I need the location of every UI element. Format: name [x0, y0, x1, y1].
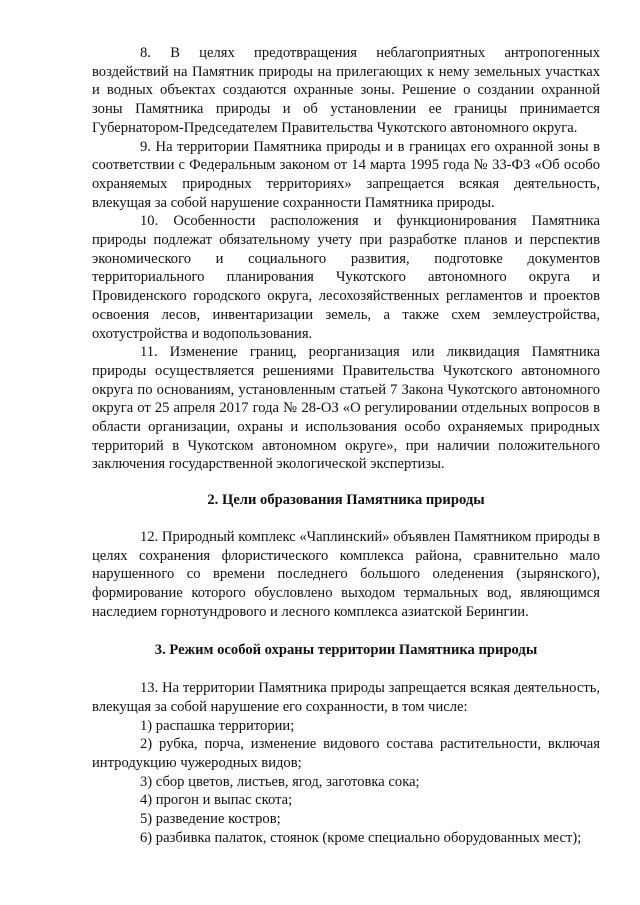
paragraph-12: 12. Природный комплекс «Чаплинский» объявлен Памятником природы в целях сохранения флористического комплекса района, сравнительно мало нарушенного со времени последнего большого оледенения (зырянского), формирование которого обусловлено выходом термальных вод, являющимся наследием горнотундрового и лесного комплекса азиатской Берингии.	[92, 528, 600, 620]
paragraph-8: 8. В целях предотвращения неблагоприятных антропогенных воздействий на Памятник природы на прилегающих к нему земельных участках и водных объектах создаются охранные зоны. Решение о создании охранной зоны Памятника природы и об установлении ее границы принимается Губернатором-Председателем Правительства Чукотского автономного округа.	[92, 45, 600, 136]
paragraph-9: 9. На территории Памятника природы и в границах его охранной зоны в соответствии с Федеральным законом от 14 марта 1995 года № 33-ФЗ «Об особо охраняемых природных территориях» запрещается всякая деятельность, влекущая за собой нарушение сохранности Памятника природы.	[92, 138, 600, 211]
list-item-4: 4) прогон и выпас скота;	[140, 792, 293, 809]
list-item-3: 3) сбор цветов, листьев, ягод, заготовка сока;	[140, 773, 420, 790]
list-item-2: 2) рубка, порча, изменение видового состава растительности, включая интродукцию чужеродных видов;	[92, 736, 600, 771]
paragraph-10: 10. Особенности расположения и функционирования Памятника природы подлежат обязательному учету при разработке планов и перспектив экономического и социального развития, подготовке документов территориального планирования Чукотского автономного округа и Провиденского городского округа, лесохозяйственных регламентов и проектов освоения лесов, инвентаризации земель, а также схем землеустройства, охотустройства и водопользования.	[92, 213, 600, 342]
paragraph-13: 13. На территории Памятника природы запрещается всякая деятельность, влекущая за собой нарушение его сохранности, в том числе:	[92, 680, 600, 715]
list-item-5: 5) разведение костров;	[140, 811, 281, 828]
list-item-6: 6) разбивка палаток, стоянок (кроме специально оборудованных мест);	[140, 829, 582, 846]
list-item-1: 1) распашка территории;	[140, 717, 295, 734]
section-heading-protection-regime: 3. Режим особой охраны территории Памятника природы	[154, 642, 538, 659]
paragraph-11: 11. Изменение границ, реорганизация или ликвидация Памятника природы осуществляется решениями Правительства Чукотского автономного округа по основаниям, установленным статьей 7 Закона Чукотского автономного округа от 25 апреля 2017 года № 28-ОЗ «О регулировании отдельных вопросов в области организации, охраны и использования особо охраняемых природных территорий в Чукотском автономном округе», при наличии положительного заключения государственной экологической экспертизы.	[92, 344, 600, 473]
section-heading-goals: 2. Цели образования Памятника природы	[207, 492, 485, 509]
